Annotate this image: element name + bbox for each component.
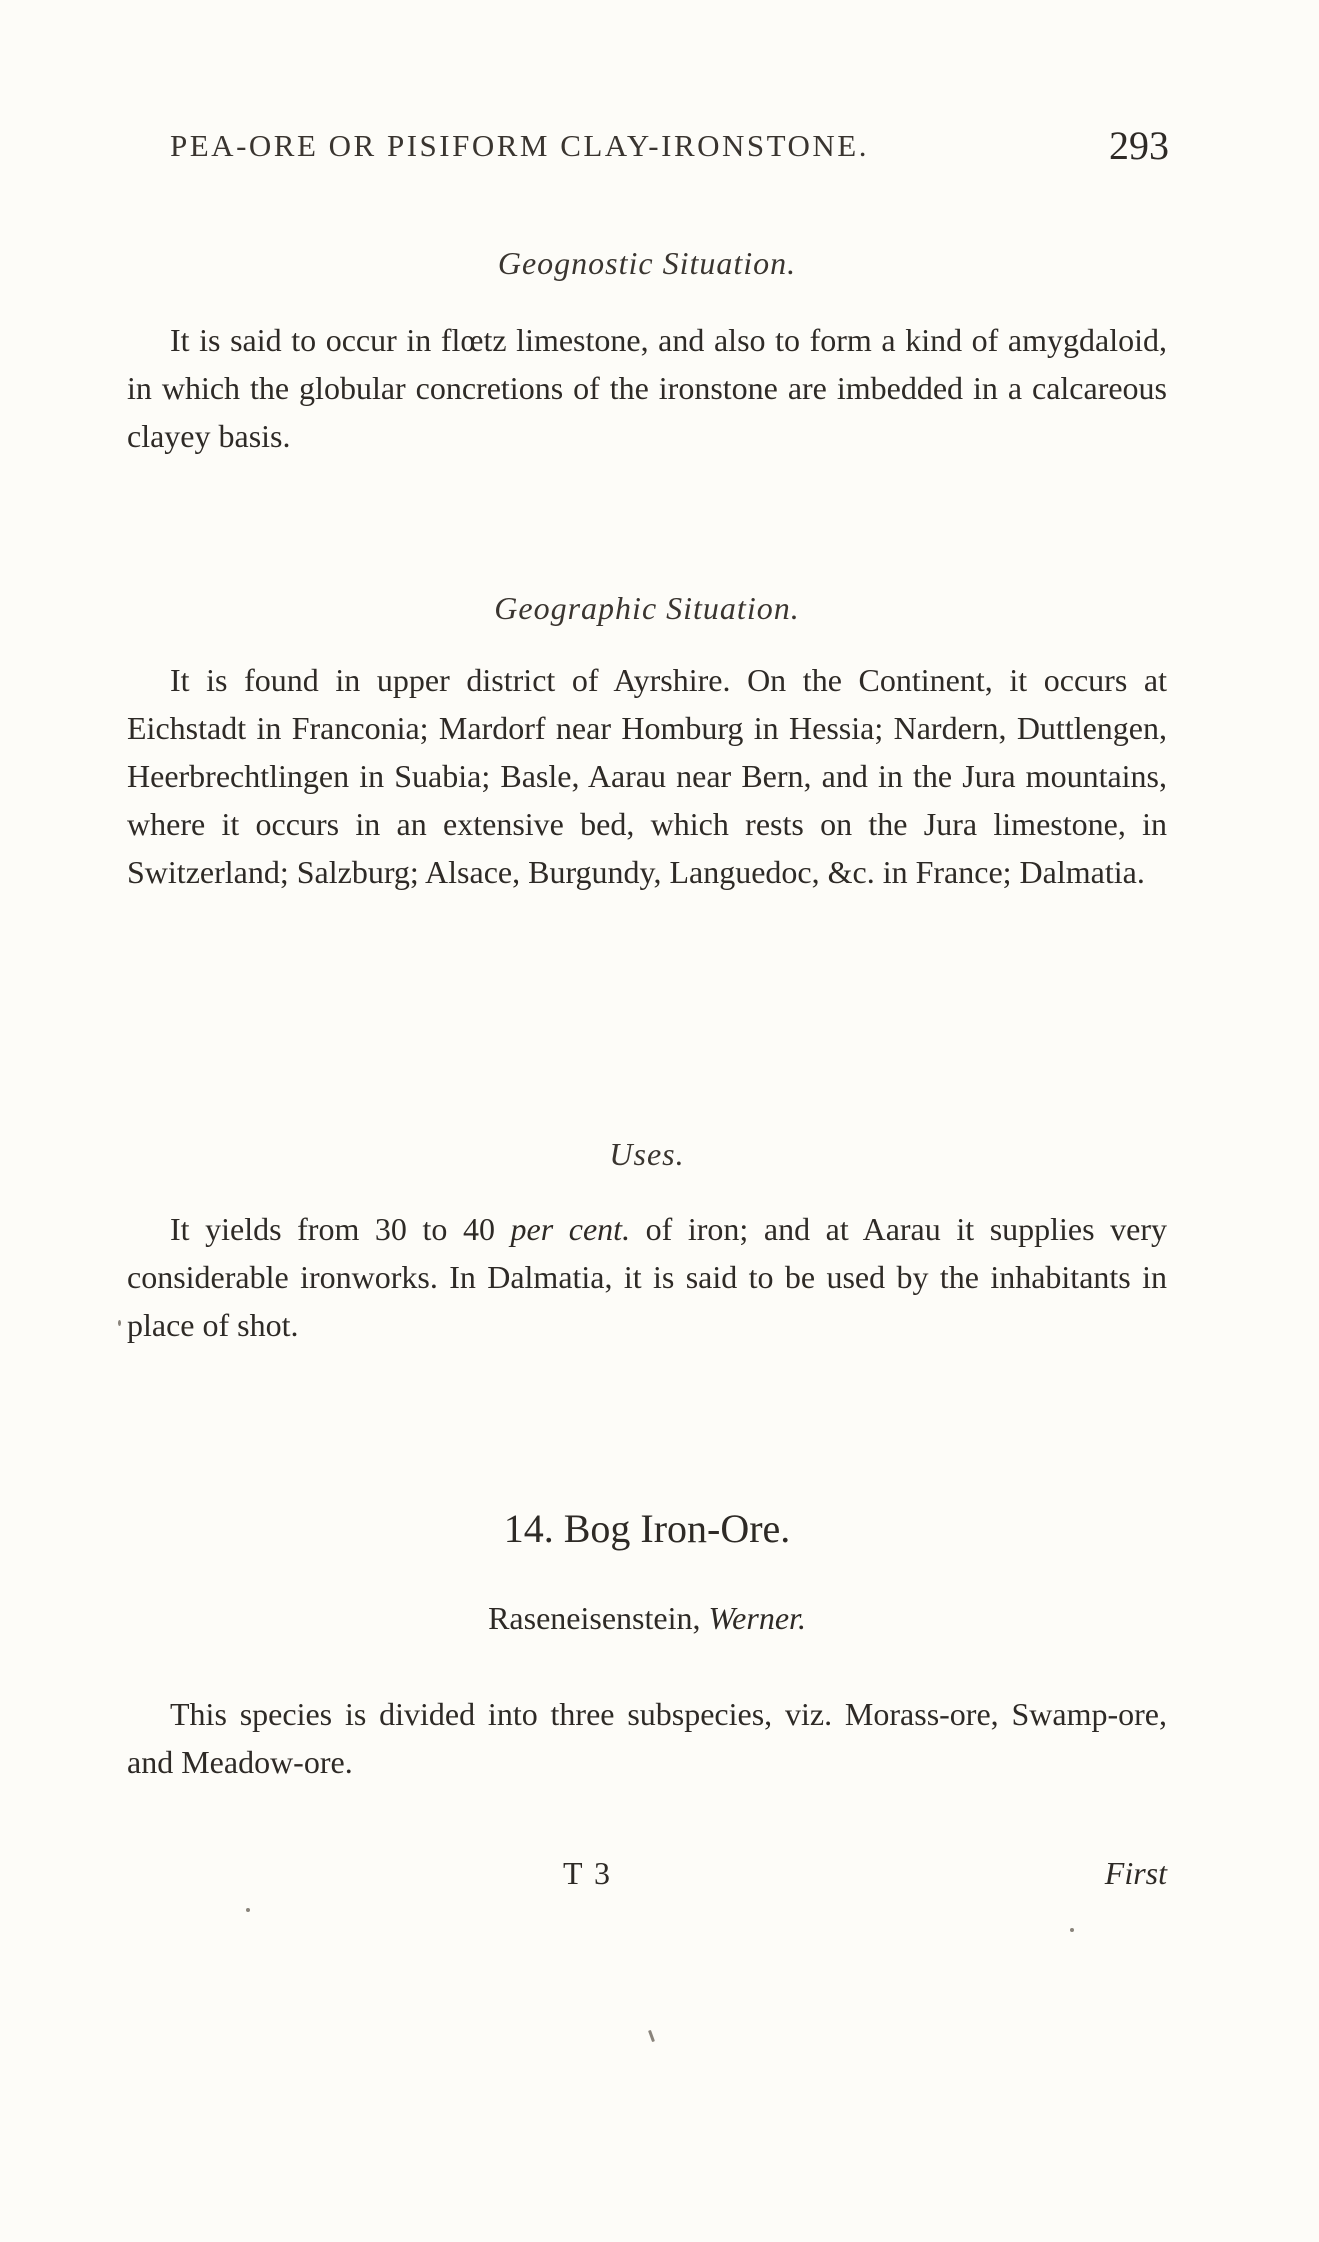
species-heading-block <box>127 1505 1167 1552</box>
paragraph-italic: per cent. <box>510 1211 631 1247</box>
species-synonym <box>127 1600 1167 1637</box>
section-heading: Geognostic Situation. <box>497 245 797 281</box>
section-uses <box>127 1136 1167 1173</box>
species-title: 14. Bog Iron-Ore. <box>503 1506 791 1551</box>
paragraph <box>127 1205 1167 1349</box>
section-heading: Geographic Situation. <box>494 590 800 626</box>
section-uses-body <box>127 1205 1167 1349</box>
ink-speck <box>648 2030 655 2042</box>
section-geographic-body <box>127 656 1167 896</box>
paragraph-text: of iron; and at Aarau it supplies very considerable ironworks. In Dalmatia, it is said to be used by the inhabitants in place of shot. <box>127 1211 1168 1343</box>
ink-speck <box>1070 1928 1074 1932</box>
synonym-name: Raseneisenstein, <box>488 1600 709 1636</box>
section-geognostic <box>127 245 1167 282</box>
running-title: PEA-ORE OR PISIFORM CLAY-IRONSTONE. <box>170 128 869 163</box>
section-heading: Uses. <box>609 1136 685 1172</box>
paragraph: It is found in upper district of Ayrshire. On the Continent, it occurs at Eichstadt in Franconia; Mardorf near Homburg in Hessia; Nardern, Duttlengen, Heerbrechtlingen in Suabia; Basle, Aarau near Bern, and in the Jura mountains, where it occurs in an extensive bed, which rests on the Jura limestone, in Switzerland; Salzburg; Alsace, Burgundy, Languedoc, &c. in France; Dalmatia. <box>127 662 1167 890</box>
paragraph: It is said to occur in flœtz limestone, and also to form a kind of amygdaloid, in which the globular concretions of the ironstone are imbedded in a calcareous clayey basis. <box>127 322 1167 454</box>
section-geographic <box>127 590 1167 627</box>
ink-speck <box>246 1908 250 1912</box>
species-body <box>127 1690 1167 1786</box>
paragraph: This species is divided into three subspecies, viz. Morass-ore, Swamp-ore, and Meadow-ore. <box>127 1696 1167 1780</box>
synonym-author: Werner. <box>708 1600 806 1636</box>
section-geognostic-body <box>127 316 1167 460</box>
signature-mark: T 3 <box>563 1855 612 1891</box>
ink-speck <box>118 1320 121 1326</box>
catchword: First <box>1104 1855 1167 1891</box>
paragraph-text: It yields from 30 to 40 <box>170 1211 511 1247</box>
page-number: 293 <box>1109 123 1169 168</box>
species-synonym-block <box>127 1600 1167 1637</box>
